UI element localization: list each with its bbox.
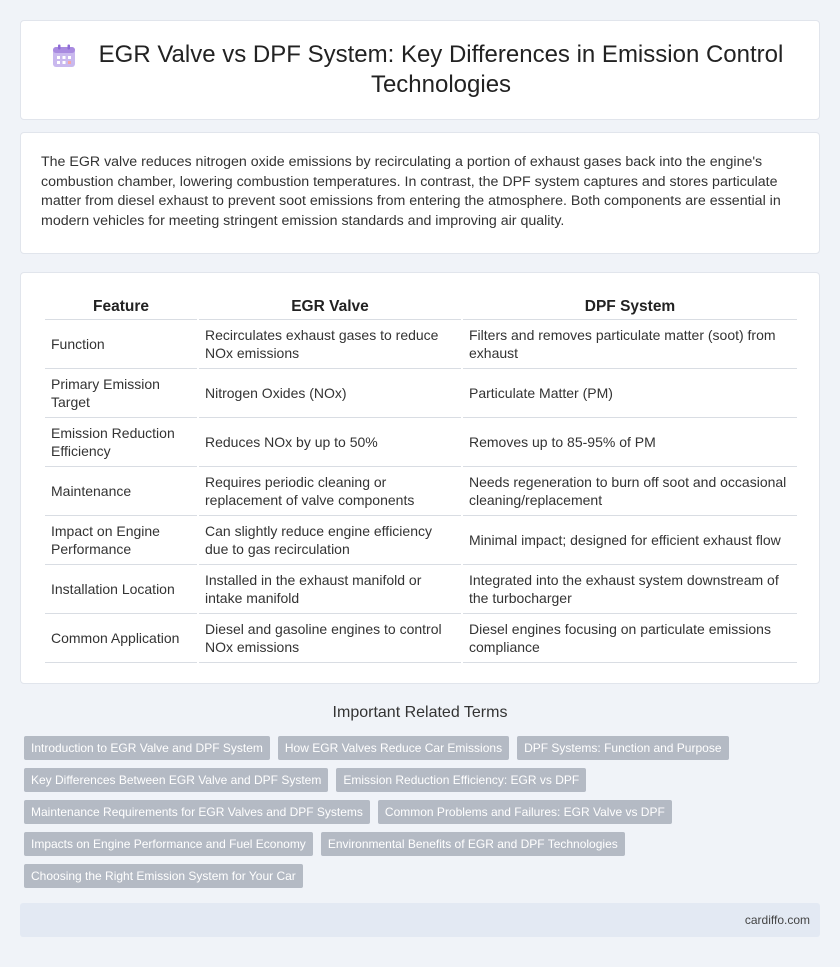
- table-row: [45, 369, 797, 418]
- footer-site-name: cardiffo.com: [744, 913, 810, 927]
- table-cell: Needs regeneration to burn off soot and occasional cleaning/replacement: [463, 467, 797, 516]
- related-term-tag[interactable]: Common Problems and Failures: EGR Valve vs DPF: [378, 800, 672, 824]
- column-header-dpf-system: DPF System: [463, 295, 797, 320]
- table-row: [45, 565, 797, 614]
- table-row: [45, 418, 797, 467]
- table-cell: Diesel engines focusing on particulate emissions compliance: [463, 614, 797, 663]
- table-cell: Nitrogen Oxides (NOx): [199, 369, 461, 418]
- table-cell: Particulate Matter (PM): [463, 369, 797, 418]
- related-term-tag[interactable]: Choosing the Right Emission System for Your Car: [24, 864, 303, 888]
- related-term-tag[interactable]: DPF Systems: Function and Purpose: [517, 736, 728, 760]
- table-cell: Filters and removes particulate matter (soot) from exhaust: [463, 320, 797, 369]
- related-term-tag[interactable]: Emission Reduction Efficiency: EGR vs DPF: [336, 768, 586, 792]
- related-term-tag[interactable]: Introduction to EGR Valve and DPF System: [24, 736, 270, 760]
- comparison-table: [43, 295, 799, 663]
- related-term-tag[interactable]: Maintenance Requirements for EGR Valves and DPF Systems: [24, 800, 370, 824]
- table-cell: Can slightly reduce engine efficiency due to gas recirculation: [199, 516, 461, 565]
- table-header-row: [45, 295, 797, 320]
- table-cell: Emission Reduction Efficiency: [45, 418, 197, 467]
- table-cell: Integrated into the exhaust system downstream of the turbocharger: [463, 565, 797, 614]
- table-cell: Impact on Engine Performance: [45, 516, 197, 565]
- table-cell: Minimal impact; designed for efficient exhaust flow: [463, 516, 797, 565]
- related-terms-heading: Important Related Terms: [332, 704, 508, 721]
- table-row: [45, 516, 797, 565]
- related-term-tag[interactable]: Key Differences Between EGR Valve and DPF System: [24, 768, 328, 792]
- table-cell: Primary Emission Target: [45, 369, 197, 418]
- page-title: EGR Valve vs DPF System: Key Differences in Emission Control Technologies: [98, 41, 784, 98]
- table-cell: Installed in the exhaust manifold or intake manifold: [199, 565, 461, 614]
- related-term-tag[interactable]: Impacts on Engine Performance and Fuel Economy: [24, 832, 313, 856]
- related-term-tag[interactable]: How EGR Valves Reduce Car Emissions: [278, 736, 509, 760]
- intro-paragraph: The EGR valve reduces nitrogen oxide emissions by recirculating a portion of exhaust gases back into the engine's combustion chamber, lowering combustion temperatures. In contrast, the DPF system captures and stores particulate matter from diesel exhaust to prevent soot emissions from entering the atmosphere. Both components are essential in modern vehicles for meeting stringent emission standards and improving air quality.: [41, 154, 781, 229]
- related-term-tag[interactable]: Environmental Benefits of EGR and DPF Technologies: [321, 832, 625, 856]
- column-header-egr-valve: EGR Valve: [199, 295, 461, 320]
- table-cell: Function: [45, 320, 197, 369]
- intro-card: [20, 132, 820, 254]
- table-cell: Reduces NOx by up to 50%: [199, 418, 461, 467]
- table-cell: Requires periodic cleaning or replacement of valve components: [199, 467, 461, 516]
- table-cell: Removes up to 85-95% of PM: [463, 418, 797, 467]
- table-cell: Diesel and gasoline engines to control NOx emissions: [199, 614, 461, 663]
- related-terms-list: [24, 736, 784, 896]
- column-header-feature: Feature: [45, 295, 197, 320]
- calendar-grid-icon: [51, 43, 77, 69]
- table-row: [45, 467, 797, 516]
- table-row: [45, 320, 797, 369]
- table-cell: Recirculates exhaust gases to reduce NOx emissions: [199, 320, 461, 369]
- table-cell: Installation Location: [45, 565, 197, 614]
- table-row: [45, 614, 797, 663]
- header-card: [20, 20, 820, 120]
- table-cell: Maintenance: [45, 467, 197, 516]
- comparison-table-card: [20, 272, 820, 684]
- footer: [20, 903, 820, 937]
- table-cell: Common Application: [45, 614, 197, 663]
- title-row: [21, 21, 819, 119]
